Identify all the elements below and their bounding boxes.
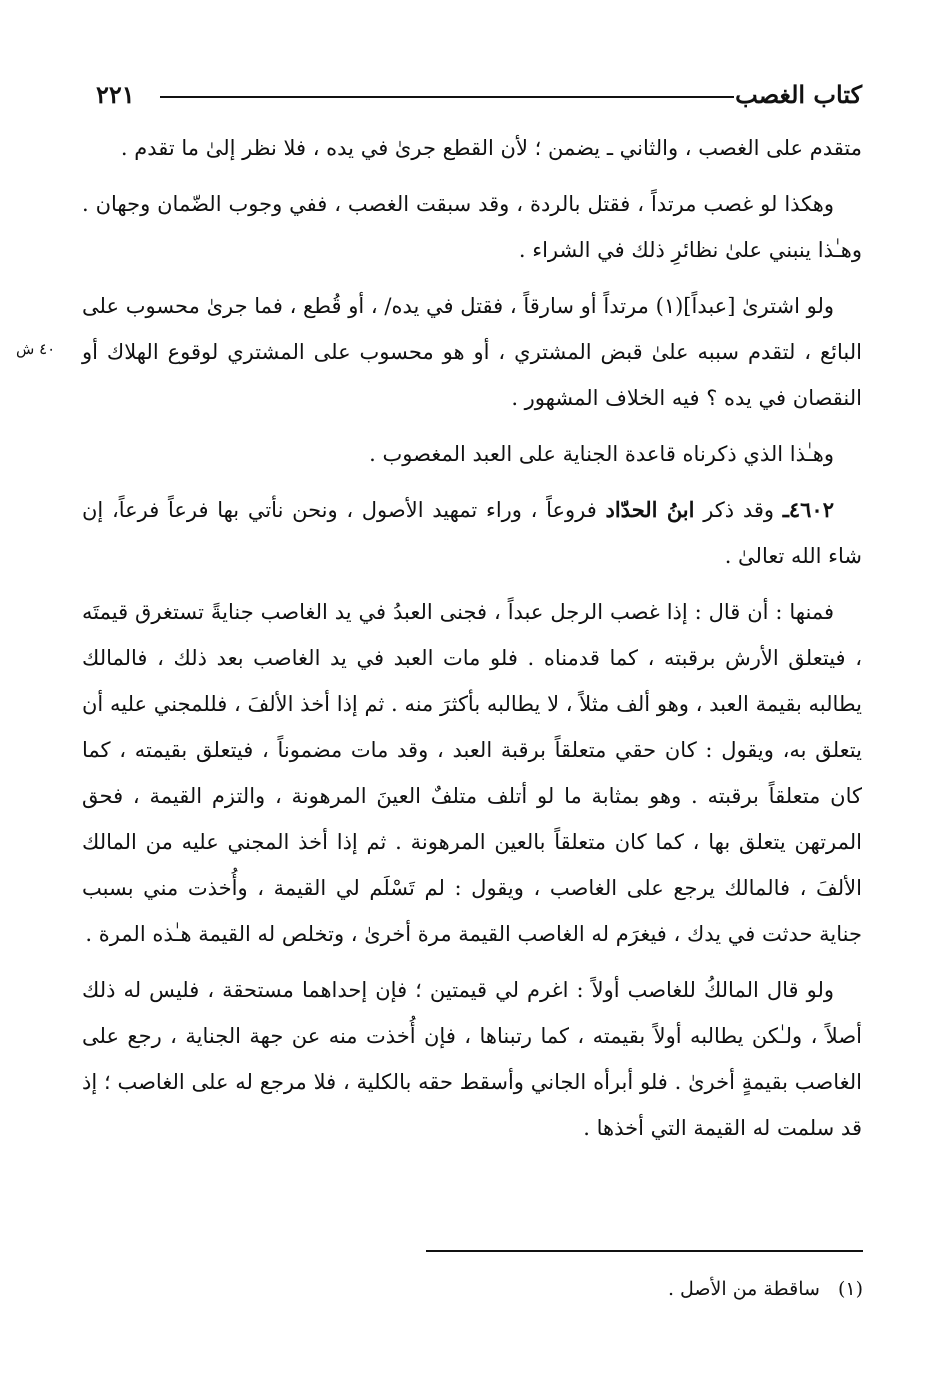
margin-folio-note: ٤٠ ش [16, 340, 56, 358]
paragraph-3: ولو اشترىٰ [عبداً](١) مرتداً أو سارقاً ، فقتل في يده/ ، أو قُطع ، فما جرىٰ محسوب على البائع ، لتقدم سببه علىٰ قبض المشتري ، أو هو محسوب على المشتري لوقوع الهلاك أو النقصان في يده ؟ فيه الخلاف المشهور . [82, 294, 862, 410]
paragraph-1: متقدم على الغصب ، والثاني ـ يضمن ؛ لأن القطع جرىٰ في يده ، فلا نظر إلىٰ ما تقدم . [120, 136, 862, 160]
paragraph-2: وهكذا لو غصب مرتداً ، فقتل بالردة ، وقد سبقت الغصب ، ففي وجوب الضّمان وجهان . وهـٰذا ينبني علىٰ نظائرِ ذلك في الشراء . [82, 192, 862, 262]
main-text [82, 125, 862, 1161]
paragraph-5-text: فروعاً ، وراء تمهيد الأصول ، ونحن نأتي بها فرعاً فرعاً، إن شاء الله تعالىٰ . [82, 498, 862, 568]
paragraph-6: فمنها : أن قال : إذا غصب الرجل عبداً ، فجنى العبدُ في يد الغاصب جنايةً تستغرق قيمتَه ، فيتعلق الأرش برقبته ، كما قدمناه . فلو مات العبد في يد الغاصب بعد ذلك ، فالمالك يطالبه بقيمة العبد ، وهو ألف مثلاً ، لا يطالبه بأكثرَ منه . ثم إذا أخذ الألفَ ، فللمجني عليه أن يتعلق به، ويقول : كان حقي متعلقاً برقبة العبد ، وقد مات مضموناً ، فيتعلق بقيمته ، كما كان متعلقاً برقبته . وهو بمثابة ما لو أتلف متلفٌ العينَ المرهونة ، والتزم القيمة ، فحق المرتهن يتعلق بها ، كما كان متعلقاً بالعين المرهونة . ثم إذا أخذ المجني عليه من المالك الألفَ ، فالمالك يرجع على الغاصب ، ويقول : لم تَسْلَم لي القيمة ، وأُخذت مني بسبب جناية حدثت في يدك ، فيغرَم له الغاصب القيمة مرة أخرىٰ ، وتخلص له القيمة هـٰذه المرة . [82, 600, 862, 946]
paragraph-5 [82, 487, 862, 579]
footnote-text: ساقطة من الأصل . [667, 1278, 820, 1300]
page-header [96, 80, 862, 112]
paragraph-4: وهـٰذا الذي ذكرناه قاعدة الجناية على العبد المغصوب . [369, 442, 834, 466]
page-number: ٢٢١ [96, 80, 135, 109]
section-number: ٤٦٠٢ـ [782, 497, 834, 522]
author-name: ابنُ الحدّاد [605, 497, 695, 522]
header-rule [160, 96, 734, 98]
chapter-title: كتاب الغصب [735, 80, 862, 109]
footnote [668, 1278, 863, 1300]
paragraph-7: ولو قال المالكُ للغاصب أولاً : اغرم لي قيمتين ؛ فإن إحداهما مستحقة ، فليس له ذلك أصلاً ، ولـٰكن يطالبه أولاً بقيمته ، كما رتبناها ، فإن أُخذت منه عن جهة الجناية ، رجع على الغاصب بقيمةٍ أخرىٰ . فلو أبرأه الجاني وأسقط حقه بالكلية ، فلا مرجع له على الغاصب ؛ إذ قد سلمت له القيمة التي أخذها . [82, 978, 862, 1140]
paragraph-5-pre: وقد ذكر [694, 498, 783, 522]
footnote-rule [426, 1250, 863, 1252]
footnote-number: (١) [837, 1278, 863, 1300]
